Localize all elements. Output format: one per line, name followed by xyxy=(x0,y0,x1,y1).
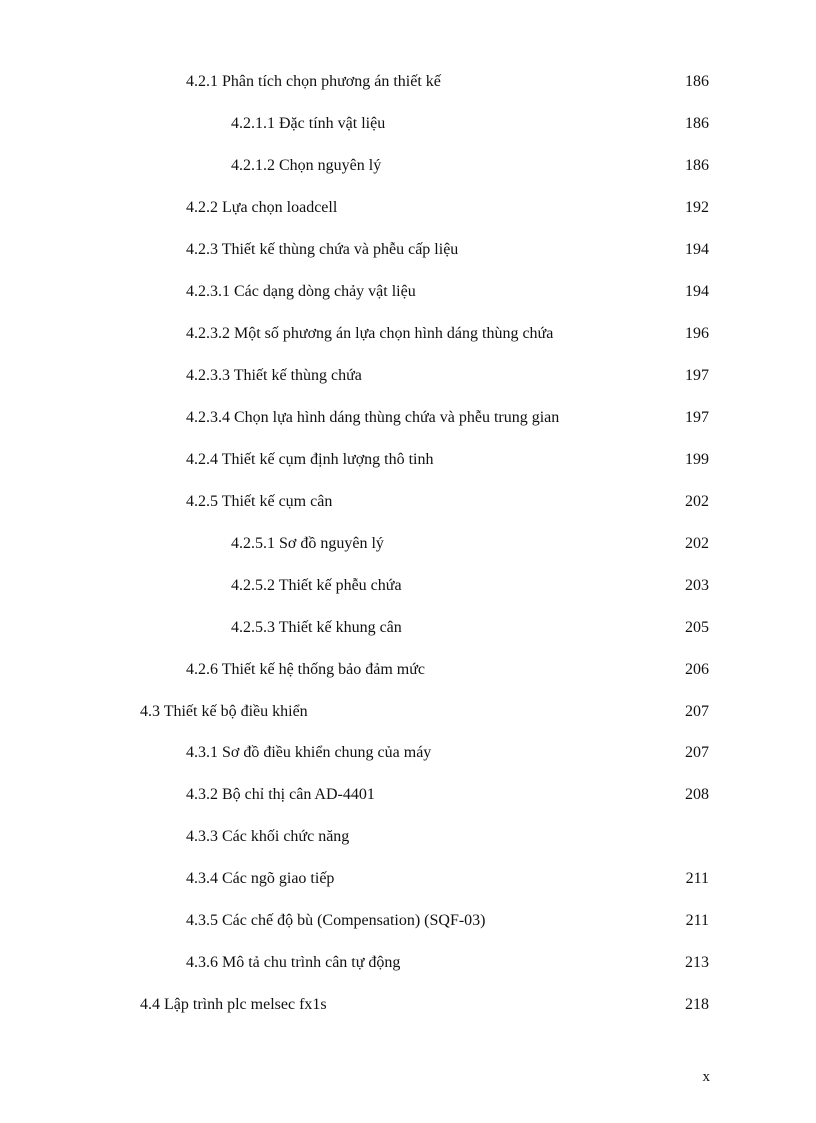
toc-entry-title: 4.3.1 Sơ đồ điều khiển chung của máy xyxy=(186,744,432,761)
toc-entry-title: 4.2.5 Thiết kế cụm cân xyxy=(186,493,333,510)
toc-entry-title: 4.2.3 Thiết kế thùng chứa và phễu cấp liệu xyxy=(186,241,459,258)
page-number: x xyxy=(702,1069,710,1085)
toc-entry-page: 211 xyxy=(685,912,709,929)
toc-entry-title: 4.2.1.1 Đặc tính vật liệu xyxy=(231,115,386,132)
toc-entry-page: 203 xyxy=(685,577,709,594)
toc-entry-page: 205 xyxy=(685,619,709,636)
toc-entry-title: 4.2.5.2 Thiết kế phễu chứa xyxy=(231,577,402,594)
toc-entry-page: 211 xyxy=(685,870,709,887)
toc-entry-title: 4.3.6 Mô tả chu trình cân tự động xyxy=(186,954,401,971)
toc-entry-page: 218 xyxy=(685,996,709,1013)
toc-entry-title: 4.3 Thiết kế bộ điều khiển xyxy=(140,703,308,720)
toc-entry-title: 4.2.1 Phân tích chọn phương án thiết kế xyxy=(186,73,441,90)
toc-entry-page: 202 xyxy=(685,535,709,552)
toc-entry-title: 4.2.5.3 Thiết kế khung cân xyxy=(231,619,402,636)
toc-entry-title: 4.2.2 Lựa chọn loadcell xyxy=(186,199,338,216)
toc-entry-page: 196 xyxy=(685,325,709,342)
toc-entry-page: 192 xyxy=(685,199,709,216)
toc-entry-title: 4.3.5 Các chế độ bù (Compensation) (SQF-03) xyxy=(186,912,486,929)
toc-entry-page: 206 xyxy=(685,661,709,678)
toc-entry-page: 186 xyxy=(685,115,709,132)
toc-entry-page: 186 xyxy=(685,73,709,90)
toc-entry-title: 4.4 Lập trình plc melsec fx1s xyxy=(140,996,327,1013)
toc-entry-page: 194 xyxy=(685,283,709,300)
toc-entry-title: 4.2.3.4 Chọn lựa hình dáng thùng chứa và phễu trung gian xyxy=(186,409,560,426)
toc-entry-page: 199 xyxy=(685,451,709,468)
toc-entry-title: 4.3.3 Các khối chức năng xyxy=(186,828,350,845)
toc-entry-title: 4.3.2 Bộ chỉ thị cân AD-4401 xyxy=(186,786,375,803)
toc-entry-title: 4.2.3.2 Một số phương án lựa chọn hình dáng thùng chứa xyxy=(186,325,554,342)
toc-entry-title: 4.2.3.3 Thiết kế thùng chứa xyxy=(186,367,362,384)
toc-entry-page: 207 xyxy=(685,703,709,720)
toc-entry-title: 4.2.1.2 Chọn nguyên lý xyxy=(231,157,382,174)
toc-entry-page: 213 xyxy=(685,954,709,971)
toc-entry-page: 202 xyxy=(685,493,709,510)
toc-entry-title: 4.2.4 Thiết kế cụm định lượng thô tinh xyxy=(186,451,434,468)
toc-entry-page: 207 xyxy=(685,744,709,761)
toc-entry-title: 4.2.6 Thiết kế hệ thống bảo đảm mức xyxy=(186,661,425,678)
toc-entry-title: 4.2.3.1 Các dạng dòng chảy vật liệu xyxy=(186,283,416,300)
toc-entry-page: 208 xyxy=(685,786,709,803)
toc-entry-title: 4.3.4 Các ngõ giao tiếp xyxy=(186,870,335,887)
toc-entry-page: 197 xyxy=(685,367,709,384)
toc-entry-page: 197 xyxy=(685,409,709,426)
toc-entry-page: 194 xyxy=(685,241,709,258)
toc-entry-page: 186 xyxy=(685,157,709,174)
toc-entry-title: 4.2.5.1 Sơ đồ nguyên lý xyxy=(231,535,384,552)
